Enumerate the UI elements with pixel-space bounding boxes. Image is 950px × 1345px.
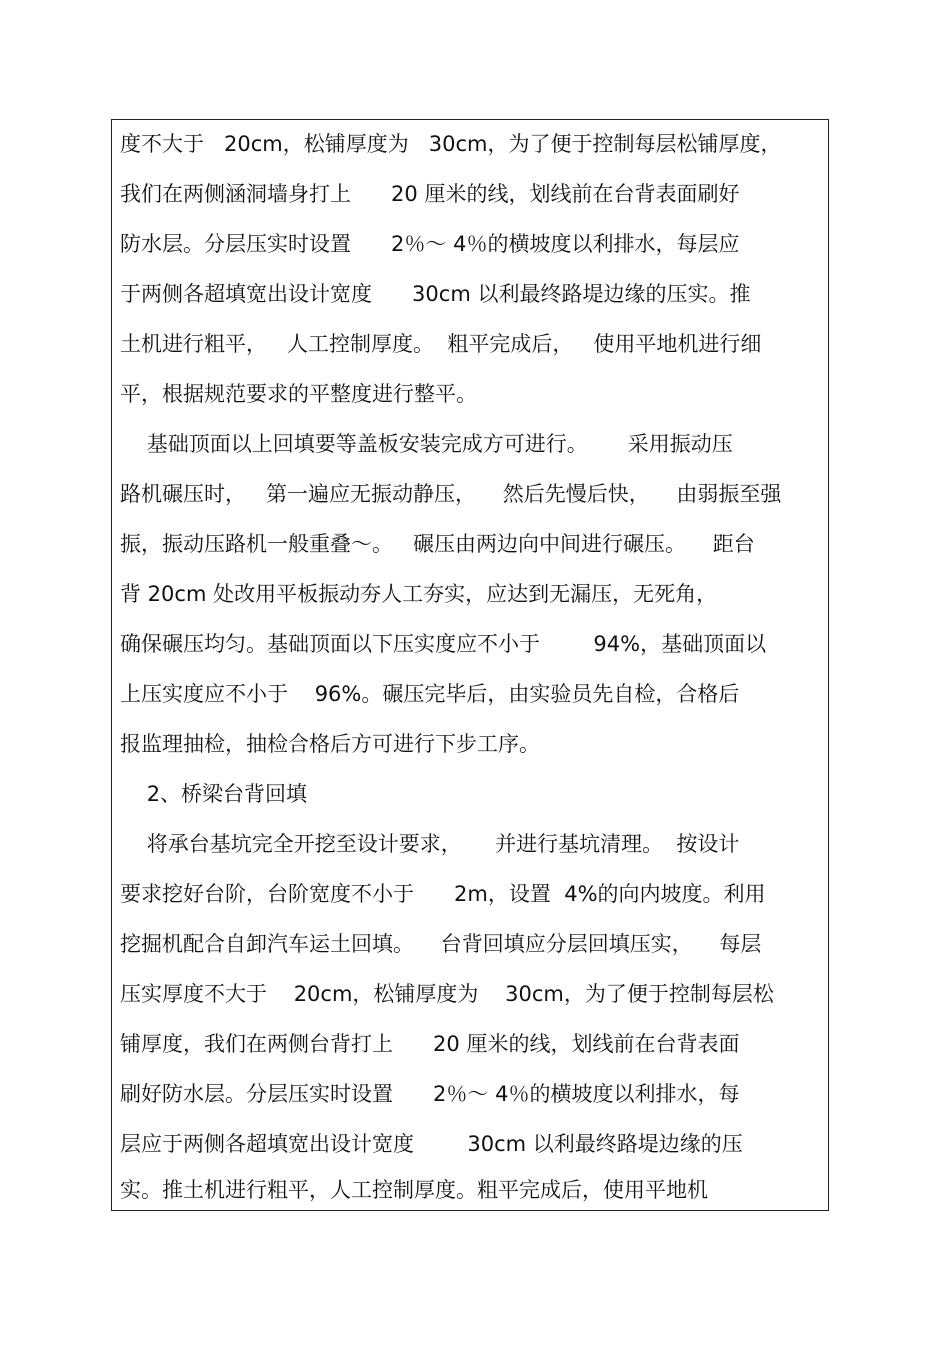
text-line: 我们在两侧涵洞墙身打上 20 厘米的线，划线前在台背表面刷好 [120, 182, 740, 206]
text-line: 土机进行粗平， 人工控制厚度。 粗平完成后， 使用平地机进行细 [120, 332, 762, 356]
text-line: 挖掘机配合自卸汽车运土回填。 台背回填应分层回填压实， 每层 [120, 932, 762, 956]
document-frame [111, 119, 829, 1211]
text-line: 平，根据规范要求的平整度进行整平。 [120, 382, 477, 406]
text-line: 基础顶面以上回填要等盖板安装完成方可进行。 采用振动压 [120, 432, 733, 456]
text-line: 将承台基坑完全开挖至设计要求， 并进行基坑清理。 按设计 [120, 832, 740, 856]
text-line: 报监理抽检，抽检合格后方可进行下步工序。 [120, 732, 540, 756]
text-line: 确保碾压均匀。基础顶面以下压实度应不小于 94%，基础顶面以 [120, 632, 767, 656]
text-line: 防水层。分层压实时设置 2％～ 4％的横坡度以利排水，每层应 [120, 232, 740, 256]
text-line: 刷好防水层。分层压实时设置 2％～ 4％的横坡度以利排水，每 [120, 1082, 740, 1106]
text-line: 于两侧各超填宽出设计宽度 30cm 以利最终路堤边缘的压实。推 [120, 282, 751, 306]
text-line: 实。推土机进行粗平，人工控制厚度。粗平完成后，使用平地机 [120, 1178, 708, 1202]
section-heading: 2、桥梁台背回填 [120, 782, 308, 806]
text-line: 压实厚度不大于 20cm，松铺厚度为 30cm，为了便于控制每层松 [120, 982, 774, 1006]
text-line: 层应于两侧各超填宽出设计宽度 30cm 以利最终路堤边缘的压 [120, 1132, 743, 1156]
text-line: 度不大于 20cm，松铺厚度为 30cm，为了便于控制每层松铺厚度， [120, 132, 782, 156]
text-line: 铺厚度，我们在两侧台背打上 20 厘米的线，划线前在台背表面 [120, 1032, 740, 1056]
text-line: 背 20cm 处改用平板振动夯人工夯实，应达到无漏压，无死角， [120, 582, 718, 606]
text-line: 要求挖好台阶，台阶宽度不小于 2m，设置 4%的向内坡度。利用 [120, 882, 766, 906]
text-line: 振，振动压路机一般重叠～。 碾压由两边向中间进行碾压。 距台 [120, 532, 755, 556]
text-line: 上压实度应不小于 96%。碾压完毕后，由实验员先自检，合格后 [120, 682, 740, 706]
text-line: 路机碾压时， 第一遍应无振动静压， 然后先慢后快， 由弱振至强 [120, 482, 782, 506]
